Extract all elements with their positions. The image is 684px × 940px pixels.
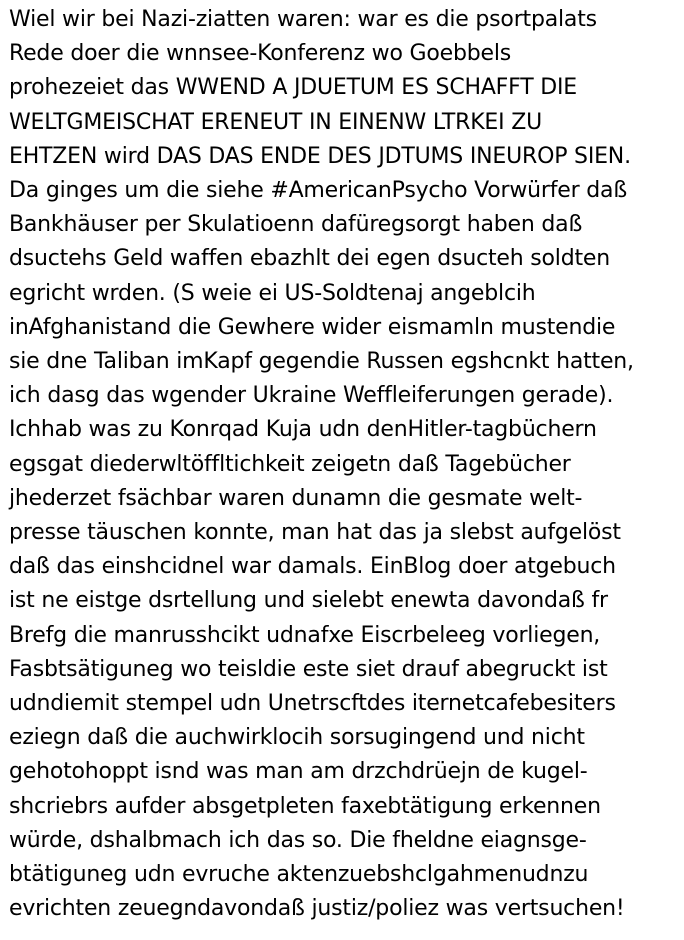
- text-line: sie dne Taliban imKapf gegendie Russen egshcnkt hatten,: [9, 349, 634, 375]
- document-text: [9, 3, 681, 926]
- text-line: EHTZEN wird DAS DAS ENDE DES JDTUMS INEUROP SIEN.: [9, 143, 631, 169]
- text-line: prohezeiet das WWEND A JDUETUM ES SCHAFFT DIE: [9, 75, 577, 101]
- text-line: Wiel wir bei Nazi-ziatten waren: war es die psortpalats: [9, 7, 597, 32]
- text-line: Fasbtsätiguneg wo teisldie este siet drauf abegruckt ist: [9, 656, 608, 682]
- text-line: inAfghanistand die Gewhere wider eismamln mustendie: [9, 314, 616, 340]
- text-line: shcriebrs aufder absgetpleten faxebtätigung erkennen: [9, 793, 601, 819]
- text-line: btätiguneg udn evruche aktenzuebshclgahmenudnzu: [9, 862, 589, 888]
- text-line: Bankhäuser per Skulatioenn dafüregsorgt haben daß: [9, 212, 583, 238]
- text-line: Ichhab was zu Konrqad Kuja udn denHitler-tagbüchern: [9, 417, 597, 443]
- text-line: WELTGMEISCHAT ERENEUT IN EINENW LTRKEI ZU: [9, 109, 542, 135]
- text-line: evrichten zeuegndavondaß justiz/poliez was vertsuchen!: [9, 896, 625, 922]
- text-line: Da ginges um die siehe #AmericanPsycho Vorwürfer daß: [9, 178, 627, 204]
- text-line: egricht wrden. (S weie ei US-Soldtenaj angeblcih: [9, 280, 536, 306]
- text-line: udndiemit stempel udn Unetrscftdes iternetcafebesiters: [9, 691, 616, 717]
- text-line: daß das einshcidnel war damals. EinBlog doer atgebuch: [9, 554, 616, 580]
- text-line: jhederzet fsächbar waren dunamn die gesmate welt-: [9, 485, 583, 511]
- text-line: Rede doer die wnnsee-Konferenz wo Goebbels: [9, 41, 512, 67]
- text-line: ich dasg das wgender Ukraine Weffleiferungen gerade).: [9, 383, 614, 409]
- text-line: würde, dshalbmach ich das so. Die fheldne eiagnsge-: [9, 827, 587, 853]
- text-line: presse täuschen konnte, man hat das ja slebst aufgelöst: [9, 520, 621, 546]
- text-line: Brefg die manrusshcikt udnafxe Eiscrbeleeg vorliegen,: [9, 622, 601, 648]
- text-line: gehotohoppt isnd was man am drzchdrüejn de kugel-: [9, 759, 588, 785]
- text-line: ist ne eistge dsrtellung und sielebt enewta davondaß fr: [9, 588, 608, 614]
- text-line: eziegn daß die auchwirklocih sorsugingend und nicht: [9, 725, 585, 751]
- text-line: dsuctehs Geld waffen ebazhlt dei egen dsucteh soldten: [9, 246, 610, 272]
- text-line: egsgat diederwltöffltichkeit zeigetn daß Tagebücher: [9, 451, 571, 477]
